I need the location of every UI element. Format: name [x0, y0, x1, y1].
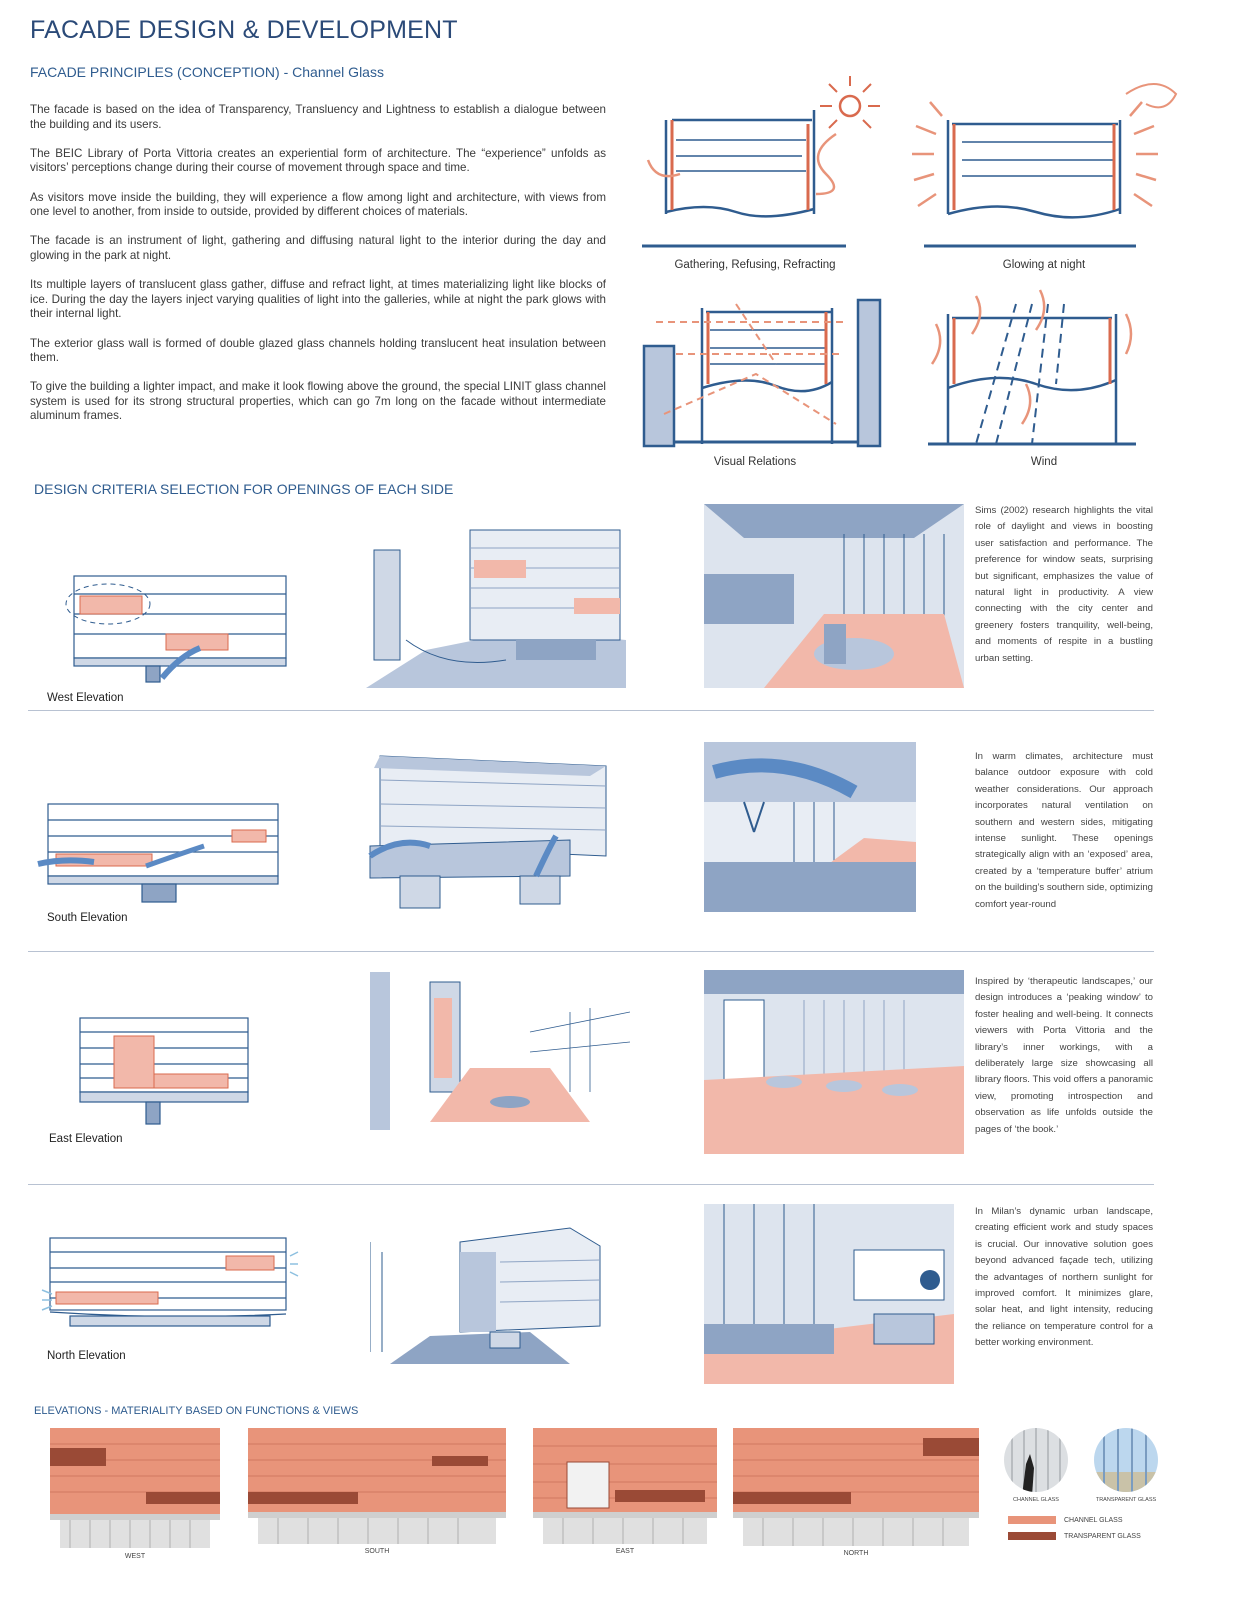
intro-paragraph: The BEIC Library of Porta Vittoria creates an experiential form of architecture. The “experience” unfolds as visitors’ perceptions change during their course of movement through space and time. — [30, 146, 606, 175]
criteria-text-east: Inspired by ‘therapeutic landscapes,’ our design introduces a ‘peaking window’ to foster healing and well-being. It connects viewers with Porta Vittoria and the library’s inner workings, with a deliberately large size showcasing all library floors. This void offers a panoramic view, promoting introspection and observation as life unfolds outside the pages of ‘the book.’ — [975, 976, 1153, 1135]
legend-swatch — [1008, 1532, 1056, 1540]
south-elevation-sketch — [34, 796, 294, 906]
intro-paragraph: The exterior glass wall is formed of double glazed glass channels holding translucent heat insulation between them. — [30, 336, 606, 365]
north-interior-sketch — [704, 1204, 954, 1384]
legend-swatch — [1008, 1516, 1056, 1524]
intro-text — [30, 103, 606, 439]
intro-paragraph: Its multiple layers of translucent glass gather, diffuse and refract light, at times materializing light like blocks of ice. During the day the layers inject varying qualities of light into the galleries, while at night the park glows with their internal light. — [30, 278, 606, 321]
criteria-text-west: Sims (2002) research highlights the vital role of daylight and views in boosting user satisfaction and performance. The preference for window seats, surprising but significant, emphasizes the value of natural light in productivity. A view connecting with the city center and greenery fosters tranquility, well-being, and moments of respite in a bustling urban setting. — [975, 505, 1153, 664]
west-interior-sketch — [704, 504, 964, 688]
material-elevation-south — [248, 1428, 506, 1546]
north-elevation-sketch — [40, 1230, 300, 1338]
transparent-glass-caption: TRANSPARENT GLASS — [1095, 1497, 1157, 1503]
material-elevation-north — [733, 1428, 979, 1548]
north-perspective-sketch — [370, 1222, 630, 1364]
diagram-visual-relations — [644, 300, 880, 446]
legend-label: CHANNEL GLASS — [1064, 1516, 1123, 1524]
material-label-west: WEST — [124, 1553, 146, 1560]
material-samples — [1002, 1424, 1162, 1496]
row-divider — [28, 710, 1154, 711]
legend-channel-glass — [1008, 1516, 1122, 1524]
legend-transparent-glass — [1008, 1532, 1141, 1540]
material-label-north: NORTH — [843, 1550, 869, 1557]
west-perspective-sketch — [366, 520, 626, 688]
material-elevation-east — [533, 1428, 717, 1546]
elevation-label-east: East Elevation — [49, 1133, 123, 1145]
page-title: FACADE DESIGN & DEVELOPMENT — [30, 16, 458, 44]
transparent-glass-sample — [1092, 1424, 1160, 1496]
caption-visual-relations: Visual Relations — [713, 456, 797, 468]
caption-gathering: Gathering, Refusing, Refracting — [674, 259, 836, 271]
caption-glowing: Glowing at night — [1002, 259, 1086, 271]
intro-paragraph: The facade is based on the idea of Transparency, Transluency and Lightness to establish a dialogue between the building and its users. — [30, 103, 606, 131]
south-perspective-sketch — [360, 746, 630, 910]
diagram-wind — [928, 290, 1136, 444]
caption-wind: Wind — [1030, 456, 1058, 468]
channel-glass-caption: CHANNEL GLASS — [1013, 1497, 1059, 1503]
intro-paragraph: As visitors move inside the building, they will experience a flow among light and architecture, with views from one level to another, from inside to outside, provided by different choices of materials. — [30, 190, 606, 219]
elevation-label-west: West Elevation — [47, 692, 124, 704]
criteria-text-south: In warm climates, architecture must balance outdoor exposure with cold weather considerations. Our approach incorporates natural ventilation on southern and western sides, mitigating intense sunlight. These openings strategically align with an ‘exposed’ area, created by a ‘temperature buffer’ atrium on the building’s southern side, optimizing comfort year-round — [975, 751, 1153, 910]
row-divider — [28, 951, 1154, 952]
material-elevation-west — [50, 1428, 220, 1550]
elevation-label-south: South Elevation — [47, 912, 128, 924]
criteria-text-north: In Milan’s dynamic urban landscape, creating efficient work and study spaces is crucial. Our innovative solution goes beyond advanced façade tech, utilizing the advantages of northern sunlight for improved comfort. It minimizes glare, solar heat, and light intensity, reducing the reliance on temperature control for a better working environment. — [975, 1206, 1153, 1349]
elevation-label-north: North Elevation — [47, 1350, 126, 1362]
west-elevation-sketch — [50, 556, 310, 686]
diagram-glowing — [912, 84, 1176, 246]
channel-glass-sample — [1002, 1424, 1070, 1496]
material-label-east: EAST — [615, 1548, 635, 1555]
intro-paragraph: To give the building a lighter impact, and make it look flowing above the ground, the special LINIT glass channel system is used for its strong structural properties, which can go 7m long on the facade without intermediate aluminum frames. — [30, 380, 606, 423]
east-interior-sketch — [704, 970, 964, 1154]
intro-paragraph: The facade is an instrument of light, gathering and diffusing natural light to the interior during the day and glowing in the park at night. — [30, 234, 606, 262]
row-divider — [28, 1184, 1154, 1185]
criteria-heading: DESIGN CRITERIA SELECTION FOR OPENINGS OF EACH SIDE — [34, 481, 454, 497]
legend-label: TRANSPARENT GLASS — [1064, 1532, 1141, 1540]
east-elevation-sketch — [60, 1010, 260, 1128]
south-interior-sketch — [704, 742, 916, 912]
east-perspective-sketch — [370, 972, 630, 1130]
material-label-south: SOUTH — [364, 1548, 390, 1555]
page-subtitle: FACADE PRINCIPLES (CONCEPTION) - Channel Glass — [30, 64, 384, 80]
diagram-gathering — [642, 76, 880, 246]
materiality-heading: ELEVATIONS - MATERIALITY BASED ON FUNCTIONS & VIEWS — [34, 1405, 359, 1417]
